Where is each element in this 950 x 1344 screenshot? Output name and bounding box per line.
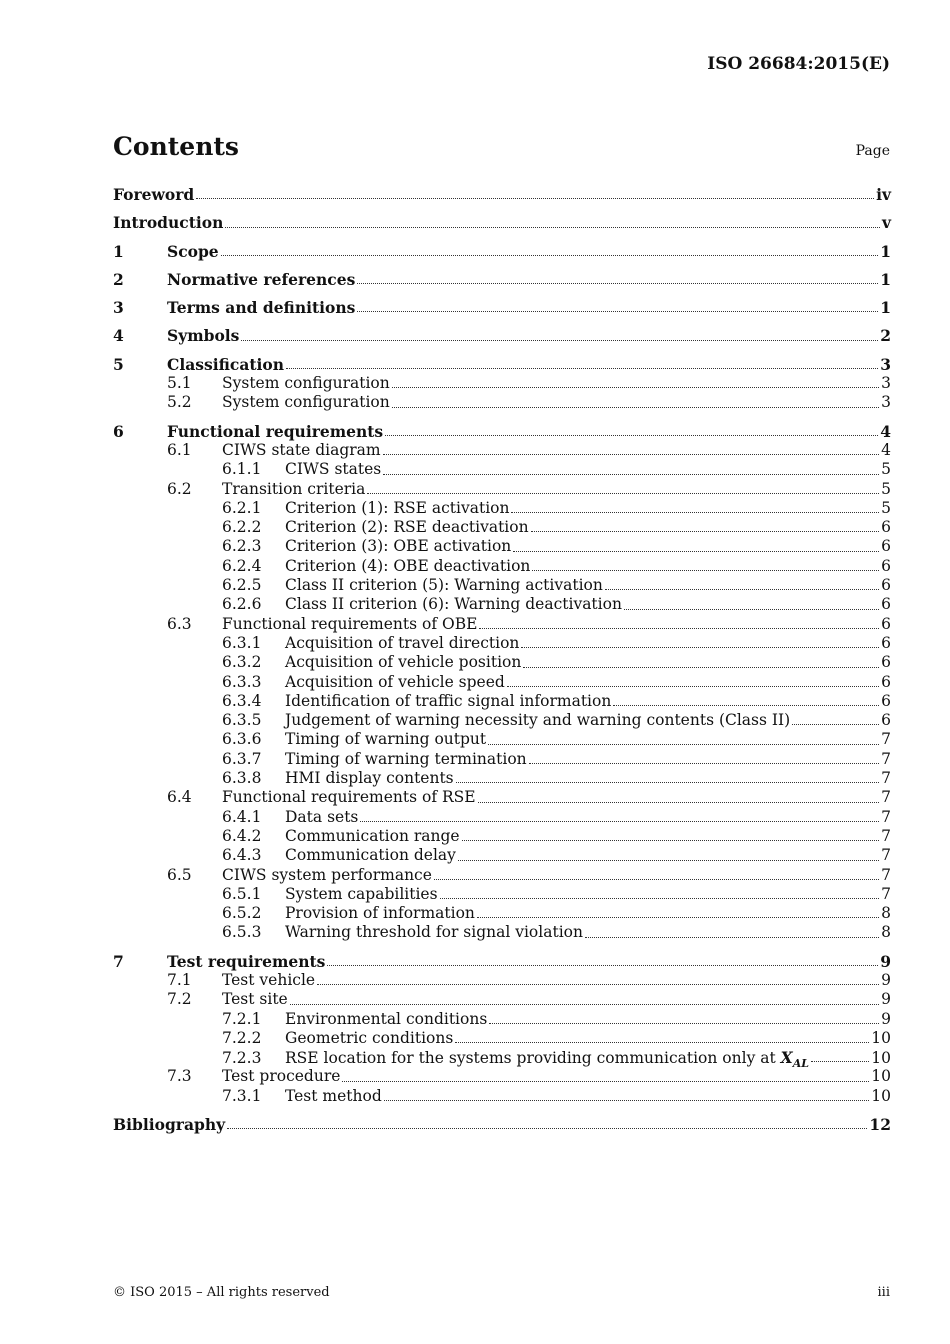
toc-entry-title <box>222 1067 340 1086</box>
page-column-label: Page <box>855 143 890 159</box>
dot-leader <box>792 723 879 725</box>
toc-entry-title-text: Classification <box>167 354 285 374</box>
toc-entry-title-text: Bibliography <box>113 1115 226 1135</box>
toc-entry-page: 10 <box>871 1028 891 1047</box>
dot-leader <box>385 434 878 436</box>
toc-entry[interactable] <box>113 393 891 412</box>
dot-leader <box>392 386 879 388</box>
toc-entry-subscript: AL <box>792 1057 809 1071</box>
dot-leader <box>458 859 879 861</box>
toc-entry[interactable] <box>113 1087 891 1106</box>
toc-entry-number: 2 <box>113 269 124 289</box>
toc-entry[interactable] <box>113 326 891 345</box>
dot-leader <box>605 588 879 590</box>
toc-entry[interactable] <box>113 653 891 672</box>
toc-entry-number: 6 <box>113 421 124 441</box>
toc-entry-title <box>167 952 325 971</box>
toc-entry[interactable] <box>113 904 891 923</box>
dot-leader <box>585 936 879 938</box>
dot-leader <box>227 1127 867 1129</box>
toc-entry-title <box>222 441 381 460</box>
toc-entry[interactable] <box>113 1010 891 1029</box>
toc-entry-page: 6 <box>881 556 891 575</box>
toc-entry[interactable] <box>113 1029 891 1048</box>
dot-leader <box>440 897 880 899</box>
dot-leader <box>196 197 874 199</box>
toc-entry-title <box>167 298 355 317</box>
toc-entry-page: 5 <box>881 498 891 517</box>
toc-entry[interactable] <box>113 1067 891 1086</box>
dot-leader <box>290 1003 879 1005</box>
toc-entry-number: 6.3.3 <box>222 672 262 691</box>
toc-entry-title <box>285 673 505 692</box>
toc-entry-number: 6.3.2 <box>222 653 262 672</box>
toc-entry-title <box>285 1087 382 1106</box>
toc-entry-page: 7 <box>881 865 891 884</box>
toc-entry-title-text: Criterion (4): OBE deactivation <box>285 556 531 575</box>
toc-entry-page: 4 <box>881 440 891 459</box>
toc-entry-title-text: Test requirements <box>167 951 326 971</box>
table-of-contents <box>113 185 891 1134</box>
dot-leader <box>317 983 879 985</box>
toc-entry-number: 7.2.3 <box>222 1049 262 1068</box>
toc-entry-title <box>285 885 438 904</box>
toc-entry-title-text: Acquisition of vehicle position <box>285 653 522 672</box>
toc-entry-page: 1 <box>880 298 891 318</box>
toc-entry-title-text: Test vehicle <box>222 970 316 989</box>
toc-entry-title-text: Identification of traffic signal information <box>285 691 612 710</box>
toc-entry-page: 9 <box>881 970 891 989</box>
toc-entry-number: 5.1 <box>167 374 192 393</box>
toc-entry-variable: X <box>780 1048 793 1068</box>
toc-entry-number: 4 <box>113 326 124 346</box>
toc-entry[interactable] <box>113 537 891 556</box>
dot-leader <box>532 569 879 571</box>
toc-entry[interactable] <box>113 480 891 499</box>
toc-entry[interactable] <box>113 460 891 479</box>
toc-entry[interactable] <box>113 750 891 769</box>
dot-leader <box>455 1041 869 1043</box>
toc-entry-title <box>285 750 527 769</box>
toc-entry-page: 5 <box>881 460 891 479</box>
toc-entry-title <box>285 557 530 576</box>
toc-entry[interactable] <box>113 885 891 904</box>
dot-leader <box>221 254 879 256</box>
dot-leader <box>327 964 878 966</box>
toc-entry-number: 6.2.3 <box>222 537 262 556</box>
toc-entry-page: 4 <box>880 421 891 441</box>
toc-entry[interactable] <box>113 1048 891 1071</box>
toc-entry[interactable] <box>113 971 891 990</box>
toc-entry-page: 6 <box>881 672 891 691</box>
toc-entry-number: 6.5.2 <box>222 904 262 923</box>
toc-entry-number: 6.2.6 <box>222 595 262 614</box>
toc-entry[interactable] <box>113 952 891 971</box>
toc-entry-title <box>285 595 622 614</box>
toc-entry-page: 6 <box>881 595 891 614</box>
toc-entry-page: 5 <box>881 479 891 498</box>
toc-entry-number: 6.2.4 <box>222 556 262 575</box>
dot-leader <box>462 839 880 841</box>
toc-entry-page: 2 <box>880 326 891 346</box>
toc-entry-title <box>167 355 284 374</box>
toc-entry-title-text: Environmental conditions <box>285 1009 488 1028</box>
copyright-footer: © ISO 2015 – All rights reserved <box>113 1285 330 1300</box>
toc-entry[interactable] <box>113 298 891 317</box>
toc-entry[interactable] <box>113 557 891 576</box>
contents-title: Contents <box>113 132 240 161</box>
toc-entry[interactable] <box>113 827 891 846</box>
toc-entry-title-text: Introduction <box>113 213 224 233</box>
toc-entry-number: 7.2.2 <box>222 1028 262 1047</box>
toc-entry-title-text: Test procedure <box>222 1067 341 1086</box>
toc-entry-title-text: Terms and definitions <box>167 298 356 318</box>
toc-entry-title <box>222 971 315 990</box>
toc-entry-page: 10 <box>871 1049 891 1068</box>
dot-leader <box>383 473 879 475</box>
dot-leader <box>477 916 879 918</box>
toc-entry-title-text: System configuration <box>222 374 390 393</box>
dot-leader <box>613 704 879 706</box>
toc-entry-number: 7.1 <box>167 970 192 989</box>
toc-entry-title-text: Transition criteria <box>222 479 366 498</box>
toc-entry-title <box>222 480 365 499</box>
toc-entry-page: 1 <box>880 269 891 289</box>
toc-entry[interactable] <box>113 595 891 614</box>
toc-entry-number: 6.3.6 <box>222 730 262 749</box>
toc-entry-number: 6.3 <box>167 614 192 633</box>
toc-entry-number: 6.4 <box>167 788 192 807</box>
dot-leader <box>523 666 879 668</box>
toc-entry[interactable] <box>113 769 891 788</box>
dot-leader <box>342 1080 869 1082</box>
toc-entry-page: 3 <box>881 393 891 412</box>
toc-entry-page: 6 <box>881 691 891 710</box>
dot-leader <box>392 406 879 408</box>
toc-entry[interactable] <box>113 846 891 865</box>
toc-entry-number: 6.1.1 <box>222 460 262 479</box>
toc-entry-number: 6.3.4 <box>222 691 262 710</box>
toc-entry-page: 6 <box>881 711 891 730</box>
dot-leader <box>624 608 879 610</box>
toc-entry-title <box>222 990 288 1009</box>
toc-entry-title-text: Communication delay <box>285 846 456 865</box>
toc-entry-title-text: Criterion (3): OBE activation <box>285 537 512 556</box>
dot-leader <box>367 492 879 494</box>
toc-entry-page: 8 <box>881 904 891 923</box>
toc-entry-page: 7 <box>881 807 891 826</box>
toc-entry[interactable] <box>113 422 891 441</box>
dot-leader <box>360 820 879 822</box>
toc-entry-title <box>285 692 611 711</box>
toc-entry-page: 9 <box>881 1009 891 1028</box>
toc-entry-page: 9 <box>881 990 891 1009</box>
toc-entry-page: 7 <box>881 730 891 749</box>
toc-entry-page: 6 <box>881 537 891 556</box>
page-number: iii <box>877 1285 890 1300</box>
toc-entry-title-text: Functional requirements of OBE <box>222 614 478 633</box>
toc-entry-title <box>285 808 358 827</box>
toc-entry-page: 12 <box>869 1115 891 1135</box>
toc-entry-title-text: Symbols <box>167 326 240 346</box>
toc-entry-page: iv <box>876 185 891 204</box>
toc-entry-page: 1 <box>880 241 891 261</box>
toc-entry-number: 1 <box>113 241 124 261</box>
toc-entry[interactable] <box>113 788 891 807</box>
dot-leader <box>357 310 878 312</box>
dot-leader <box>456 781 879 783</box>
toc-entry-title <box>285 730 486 749</box>
toc-entry-title <box>222 788 476 807</box>
toc-entry[interactable] <box>113 355 891 374</box>
toc-entry-number: 6.2.2 <box>222 518 262 537</box>
toc-entry-number: 7.3 <box>167 1067 192 1086</box>
dot-leader <box>241 339 878 341</box>
toc-entry[interactable] <box>113 242 891 261</box>
dot-leader <box>531 530 880 532</box>
toc-entry-page: 10 <box>871 1086 891 1105</box>
toc-entry[interactable] <box>113 270 891 289</box>
toc-entry-number: 6.5.1 <box>222 884 262 903</box>
document-id: ISO 26684:2015(E) <box>707 54 890 74</box>
toc-entry[interactable] <box>113 923 891 942</box>
toc-entry-title <box>113 1115 225 1134</box>
toc-entry[interactable] <box>113 615 891 634</box>
toc-entry-number: 7.3.1 <box>222 1086 262 1105</box>
toc-entry-title-text: Acquisition of vehicle speed <box>285 672 505 691</box>
dot-leader <box>489 1022 879 1024</box>
toc-entry-title-text: HMI display contents <box>285 769 454 788</box>
toc-entry-number: 6.2.5 <box>222 576 262 595</box>
toc-entry-number: 6.2.1 <box>222 498 262 517</box>
toc-entry-title <box>285 1010 487 1029</box>
toc-entry-page: 6 <box>881 653 891 672</box>
toc-entry-title <box>285 711 790 730</box>
toc-entry[interactable] <box>113 673 891 692</box>
dot-leader <box>384 1099 870 1101</box>
dot-leader <box>383 453 880 455</box>
toc-entry-title <box>285 499 509 518</box>
toc-entry-page: 6 <box>881 633 891 652</box>
toc-entry[interactable] <box>113 1115 891 1134</box>
toc-entry-title-text: CIWS system performance <box>222 865 432 884</box>
toc-entry-title <box>167 422 383 441</box>
toc-entry-page: 7 <box>881 826 891 845</box>
toc-entry-number: 6.3.5 <box>222 711 262 730</box>
dot-leader <box>286 367 878 369</box>
toc-entry-page: v <box>881 213 891 233</box>
toc-entry-title <box>222 866 432 885</box>
toc-entry-title-text: Normative references <box>167 269 356 289</box>
dot-leader <box>488 743 879 745</box>
toc-entry-title <box>113 185 194 204</box>
dot-leader <box>479 627 879 629</box>
toc-entry-title-text: Timing of warning output <box>285 730 487 749</box>
toc-entry-title <box>222 374 390 393</box>
toc-entry[interactable] <box>113 990 891 1009</box>
toc-entry-title-text: System configuration <box>222 393 390 412</box>
toc-entry-title-text: Warning threshold for signal violation <box>285 923 583 942</box>
dot-leader <box>507 685 879 687</box>
toc-entry-number: 7 <box>113 951 124 971</box>
toc-entry-title-text: CIWS states <box>285 460 382 479</box>
toc-entry-number: 6.5.3 <box>222 923 262 942</box>
toc-entry-title-text: RSE location for the systems providing communication only at X <box>285 1048 793 1068</box>
toc-entry-page: 7 <box>881 788 891 807</box>
dot-leader <box>529 762 879 764</box>
toc-entry-number: 7.2.1 <box>222 1009 262 1028</box>
toc-entry-title <box>285 904 475 923</box>
toc-entry[interactable] <box>113 808 891 827</box>
toc-entry-title-text: Provision of information <box>285 904 475 923</box>
toc-entry-title <box>285 1029 453 1048</box>
toc-entry-page: 9 <box>880 951 891 971</box>
toc-entry-title-text: Class II criterion (6): Warning deactivation <box>285 595 622 614</box>
toc-entry-number: 7.2 <box>167 990 192 1009</box>
toc-entry-title <box>285 923 583 942</box>
toc-entry-title <box>167 242 219 261</box>
toc-entry-page: 6 <box>881 576 891 595</box>
toc-entry[interactable] <box>113 634 891 653</box>
toc-entry-page: 7 <box>881 749 891 768</box>
toc-entry[interactable] <box>113 730 891 749</box>
toc-entry[interactable] <box>113 866 891 885</box>
toc-entry-title <box>285 576 603 595</box>
dot-leader <box>434 878 879 880</box>
toc-entry-title <box>285 518 529 537</box>
toc-entry-number: 5 <box>113 354 124 374</box>
toc-entry[interactable] <box>113 576 891 595</box>
toc-entry-title-text: Test site <box>222 990 288 1009</box>
toc-entry-number: 5.2 <box>167 393 192 412</box>
toc-entry-page: 6 <box>881 518 891 537</box>
toc-entry-page: 7 <box>881 884 891 903</box>
toc-entry-page: 3 <box>881 374 891 393</box>
toc-entry-title <box>167 326 239 345</box>
toc-entry-number: 6.1 <box>167 440 192 459</box>
toc-entry[interactable] <box>113 213 891 232</box>
toc-entry-title <box>222 615 477 634</box>
toc-entry-title-text: Functional requirements of RSE <box>222 788 476 807</box>
dot-leader <box>357 282 878 284</box>
toc-entry-page: 8 <box>881 923 891 942</box>
toc-entry-title <box>285 769 454 788</box>
toc-entry-title-text: Class II criterion (5): Warning activation <box>285 576 603 595</box>
toc-entry-title <box>222 393 390 412</box>
toc-entry-title-text: Judgement of warning necessity and warning contents (Class II) <box>285 711 791 730</box>
toc-entry-title-text: Communication range <box>285 826 460 845</box>
toc-entry-title <box>167 270 355 289</box>
toc-entry[interactable] <box>113 374 891 393</box>
toc-entry-title-text: CIWS state diagram <box>222 440 381 459</box>
toc-entry-page: 7 <box>881 846 891 865</box>
toc-entry-page: 10 <box>871 1067 891 1086</box>
toc-entry-number: 6.4.3 <box>222 846 262 865</box>
toc-entry-title-text: Data sets <box>285 807 359 826</box>
toc-entry-title-text: Geometric conditions <box>285 1028 454 1047</box>
dot-leader <box>511 511 879 513</box>
toc-entry-title <box>285 537 511 556</box>
toc-entry-number: 6.2 <box>167 479 192 498</box>
toc-entry-page: 6 <box>881 614 891 633</box>
toc-entry-number: 6.4.1 <box>222 807 262 826</box>
toc-entry-page: 7 <box>881 769 891 788</box>
toc-entry-title <box>285 827 460 846</box>
toc-entry-title-text: Criterion (2): RSE deactivation <box>285 518 529 537</box>
toc-entry-number: 6.3.8 <box>222 769 262 788</box>
toc-entry-title <box>285 634 519 653</box>
toc-entry[interactable] <box>113 692 891 711</box>
toc-entry-title-text: System capabilities <box>285 884 438 903</box>
toc-entry-number: 6.3.7 <box>222 749 262 768</box>
toc-entry-title-text: Criterion (1): RSE activation <box>285 498 510 517</box>
toc-entry[interactable] <box>113 518 891 537</box>
dot-leader <box>811 1060 869 1062</box>
toc-entry[interactable] <box>113 185 891 204</box>
toc-entry-title-text: Foreword <box>113 185 195 204</box>
toc-entry-page: 3 <box>880 354 891 374</box>
toc-entry-title-text: Test method <box>285 1086 382 1105</box>
toc-entry-number: 6.5 <box>167 865 192 884</box>
toc-entry-title <box>285 460 381 479</box>
toc-entry-number: 3 <box>113 298 124 318</box>
toc-entry-title <box>285 846 456 865</box>
toc-entry-number: 6.4.2 <box>222 826 262 845</box>
toc-entry-title <box>113 213 223 232</box>
dot-leader <box>513 550 879 552</box>
toc-entry[interactable] <box>113 499 891 518</box>
toc-entry-title-text: Timing of warning termination <box>285 749 527 768</box>
toc-entry[interactable] <box>113 711 891 730</box>
dot-leader <box>478 801 880 803</box>
toc-entry-title-text: Scope <box>167 241 219 261</box>
toc-entry[interactable] <box>113 441 891 460</box>
dot-leader <box>225 226 880 228</box>
toc-entry-title <box>285 653 521 672</box>
dot-leader <box>521 646 879 648</box>
toc-entry-title-text: Functional requirements <box>167 421 384 441</box>
toc-entry-number: 6.3.1 <box>222 633 262 652</box>
toc-entry-title-text: Acquisition of travel direction <box>285 633 520 652</box>
